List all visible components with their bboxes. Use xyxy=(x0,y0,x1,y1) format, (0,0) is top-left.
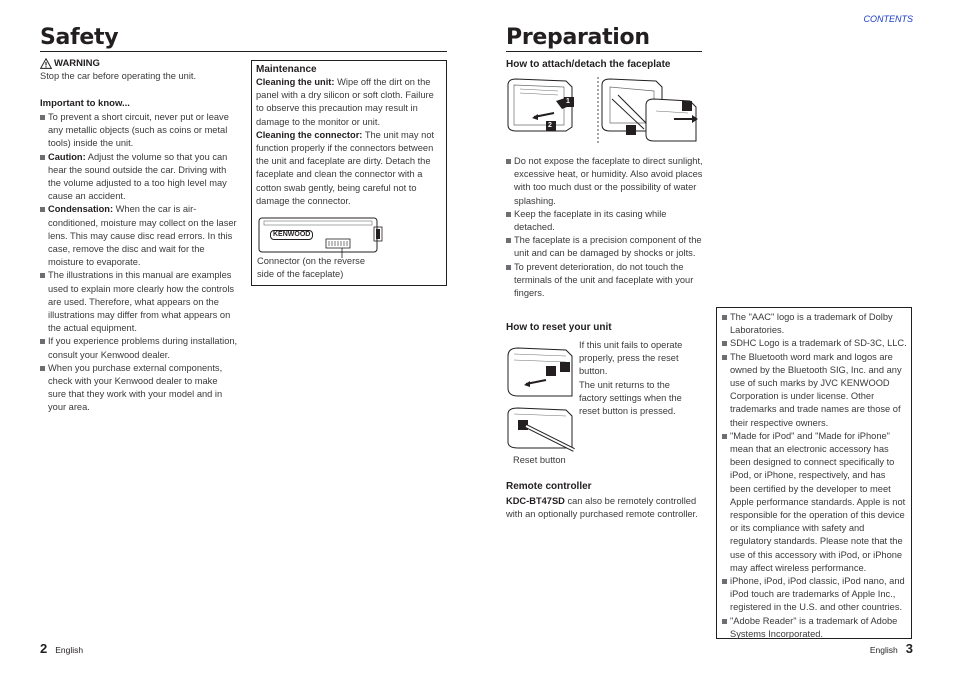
faceplate-connector-illustration xyxy=(258,217,390,255)
trademarks-box xyxy=(716,307,912,639)
list-item: If you experience problems during installation, consult your Kenwood dealer. xyxy=(40,335,238,361)
language-left: English xyxy=(55,645,84,655)
list-item: The illustrations in this manual are examples used to explain more clearly how the controls are used. Therefore, what appears on the illustrations may differ from what appears on the actual equipment. xyxy=(40,269,238,335)
faceplate-care-list xyxy=(506,155,704,300)
attach-title: How to attach/detach the faceplate xyxy=(506,59,671,70)
warning-block xyxy=(40,58,240,83)
remote-text: KDC-BT47SD can also be remotely controlled with an optionally purchased remote controller. xyxy=(506,496,698,520)
language-right: English xyxy=(869,645,898,655)
remote-title: Remote controller xyxy=(506,481,592,492)
connector-caption: Connector (on the reverse side of the faceplate) xyxy=(257,256,366,280)
attach-detach-illustration xyxy=(506,75,702,145)
list-item: To prevent deterioration, do not touch the terminals of the unit and faceplate with your fingers. xyxy=(506,261,704,301)
list-item: Condensation: When the car is air-conditioned, moisture may collect on the laser lens. This may cause disc read errors. In this case, remove the disc and wait for the moisture to evaporate. xyxy=(40,203,238,269)
page-number-right: 3 xyxy=(905,641,913,656)
list-item: The Bluetooth word mark and logos are owned by the Bluetooth SIG, Inc. and any use of such marks by JVC KENWOOD Corporation is under license. Other trademarks and trade names are those of their respective owners. xyxy=(722,351,907,430)
list-item: The "AAC" logo is a trademark of Dolby Laboratories. xyxy=(722,311,907,337)
footer-right xyxy=(870,641,913,656)
reset-illustration xyxy=(506,340,578,452)
maintenance-box xyxy=(251,60,447,286)
list-item: The faceplate is a precision component of the unit and can be damaged by shocks or jolts. xyxy=(506,234,704,260)
reset-instructions: If this unit fails to operate properly, press the reset button. The unit returns to the factory settings when the reset button is pressed. xyxy=(579,340,683,417)
kenwood-logo: KENWOOD xyxy=(270,230,313,240)
preparation-title: Preparation xyxy=(506,25,650,50)
step-2-label: 2 xyxy=(548,122,552,129)
reset-title: How to reset your unit xyxy=(506,322,612,333)
list-item: iPhone, iPod, iPod classic, iPod nano, and iPod touch are trademarks of Apple Inc., registered in the U.S. and other countries. xyxy=(722,575,907,615)
safety-title: Safety xyxy=(40,25,119,50)
step-1-label: 1 xyxy=(566,98,570,105)
list-item: To prevent a short circuit, never put or leave any metallic objects (such as coins or metal tools) inside the unit. xyxy=(40,111,238,151)
warning-text: Stop the car before operating the unit. xyxy=(40,71,197,81)
important-list xyxy=(40,111,238,415)
list-item: SDHC Logo is a trademark of SD-3C, LLC. xyxy=(722,337,907,350)
trademarks-list xyxy=(717,308,911,641)
list-item: Keep the faceplate in its casing while detached. xyxy=(506,208,704,234)
maintenance-title: Maintenance xyxy=(256,64,317,75)
page-number-left: 2 xyxy=(40,641,48,656)
list-item: When you purchase external components, check with your Kenwood dealer to make sure that they work with your model and in your area. xyxy=(40,362,238,415)
preparation-title-rule xyxy=(506,51,702,52)
important-title: Important to know... xyxy=(40,98,130,109)
list-item: Caution: Adjust the volume so that you can hear the sound outside the car. Driving with the volume adjusted to a too high level may cause an accident. xyxy=(40,151,238,204)
footer-left xyxy=(40,641,83,656)
reset-button-caption: Reset button xyxy=(513,455,566,465)
list-item: "Adobe Reader" is a trademark of Adobe Systems Incorporated. xyxy=(722,615,907,641)
maintenance-text: Cleaning the unit: Wipe off the dirt on the panel with a dry silicon or soft cloth. Failure to observe this precaution may result in damage to the monitor or unit. Cleaning the connector: The unit may not function properly if the connectors between the unit and faceplate are dirty. Detach the faceplate and clean the connector with a cotton swab gently, being careful not to damage the connector. xyxy=(256,77,435,206)
safety-title-rule xyxy=(40,51,447,52)
warning-label: WARNING xyxy=(54,58,100,69)
list-item: Do not expose the faceplate to direct sunlight, excessive heat, or humidity. Also avoid places with too much dust or the possibility of water splashing. xyxy=(506,155,704,208)
contents-link[interactable]: CONTENTS xyxy=(863,14,913,24)
warning-triangle-icon xyxy=(40,58,52,69)
list-item: "Made for iPod" and "Made for iPhone" mean that an electronic accessory has been designed to connect specifically to iPod, or iPhone, respectively, and has been certified by the developer to meet Apple performance standards. Apple is not responsible for the operation of this device or its compliance with safety and regulatory standards. Please note that the use of this accessory with iPod, or iPhone may affect wireless performance. xyxy=(722,430,907,575)
